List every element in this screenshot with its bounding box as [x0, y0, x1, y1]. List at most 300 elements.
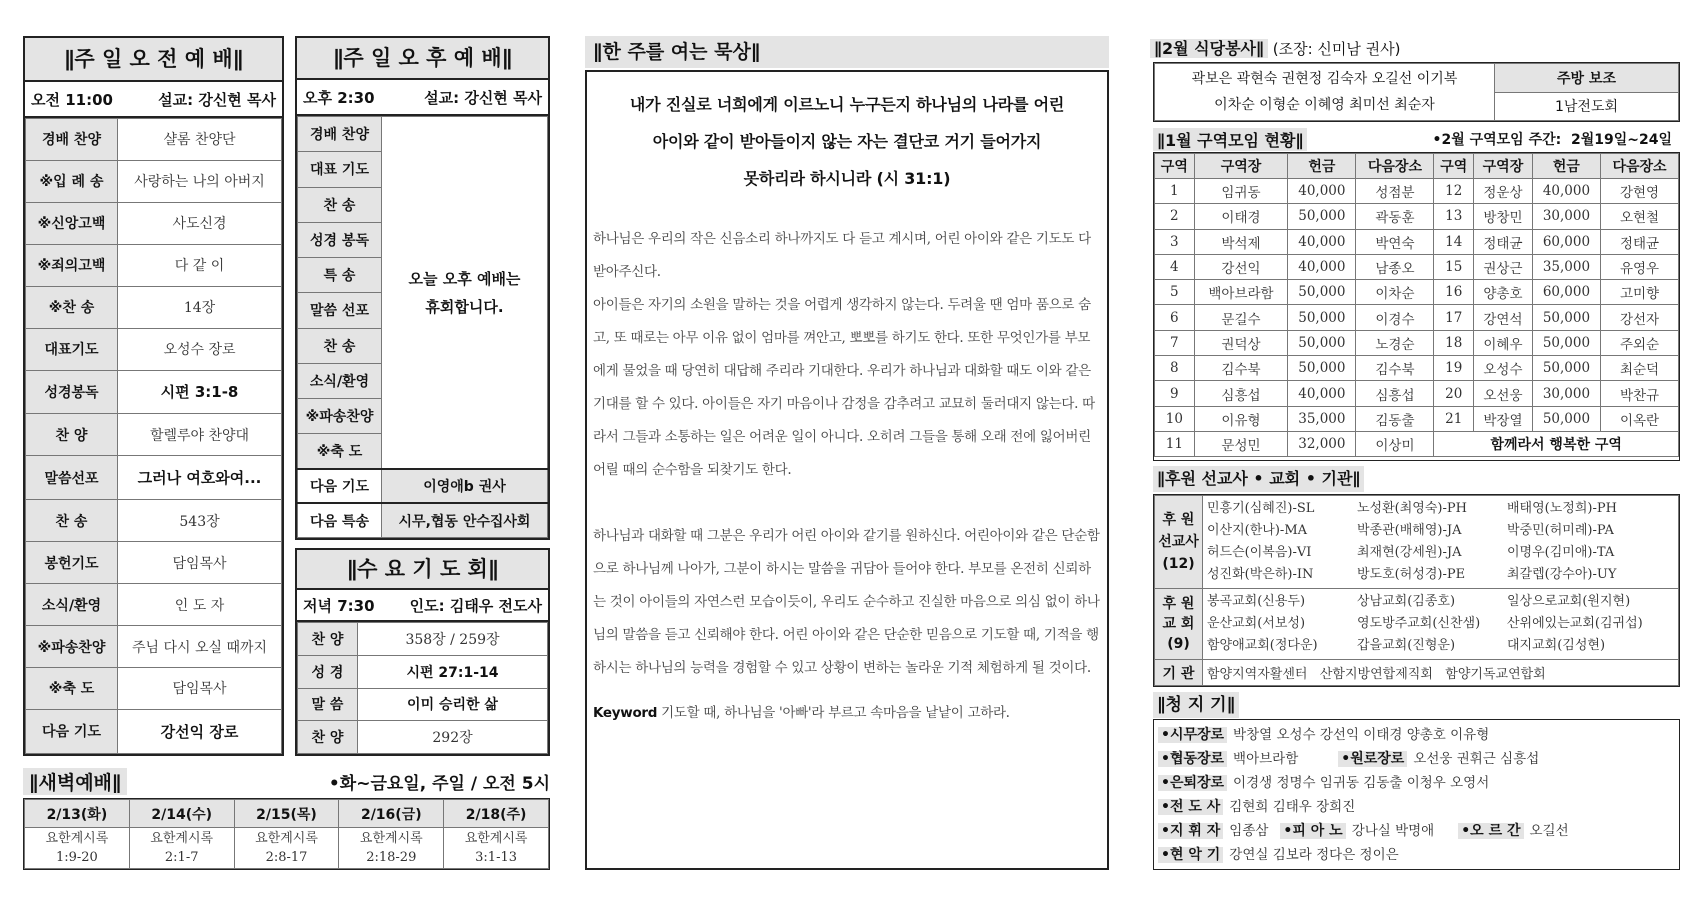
volunteer-names: 강연실 김보라 정다은 정이은	[1229, 847, 1399, 863]
district-cell: 40,000	[1288, 229, 1356, 254]
district-cell: 10	[1155, 406, 1195, 431]
district-cell: 13	[1434, 204, 1474, 229]
meditation-para-2: 아이들은 자기의 소원을 말하는 것을 어렵게 생각하지 않는다. 두려울 땐 엄마 품으로 숨고, 또 때로는 아무 이유 없이 엄마를 껴안고, 뽀뽀를 하기도 한다. 또한 무엇인가를 부모에게 물었을 때 당연히 대답해 주리라 기대한다. 우리가 하나님과 대화할 때도 이와 같은 기대를 할 수 있다. 아이들은 자기 마음이나 감정을 감추려고 교묘히 둘러대지 않는다. 따라서 그들과 소통하는 일은 어려운 일이 아니다. 오히려 그들을 통해 오래 전에 잃어버린 어릴 때의 순수함을 되찾기도 한다.	[593, 297, 1095, 478]
volunteers-list	[1158, 723, 1675, 867]
district-cell: 문길수	[1194, 305, 1288, 330]
missionary-label	[1155, 496, 1203, 589]
wednesday-row-label: 성 경	[298, 655, 358, 688]
district-header-cell: 헌금	[1288, 154, 1356, 179]
volunteer-names: 오선웅 권휘근 심흥섭	[1413, 751, 1540, 767]
wednesday-row	[298, 655, 548, 688]
morning-row-value: 인 도 자	[118, 584, 282, 626]
morning-preacher: 설교: 강신현 목사	[158, 90, 276, 109]
district-cell: 40,000	[1288, 179, 1356, 204]
morning-row-label: ※신앙고백	[26, 202, 118, 244]
morning-order-table	[25, 118, 282, 754]
morning-row-value: 사도신경	[118, 202, 282, 244]
wednesday-meta	[297, 590, 548, 622]
morning-row-label: 찬 송	[26, 500, 118, 542]
district-header-cell: 다음장소	[1356, 154, 1434, 179]
cafeteria-names	[1155, 64, 1495, 121]
district-cell: 이경수	[1356, 305, 1434, 330]
dawn-title: ∥새벽예배∥	[23, 768, 127, 795]
district-host-date: 2월19일~24일	[1570, 132, 1672, 148]
volunteer-row	[1158, 819, 1675, 843]
district-cell: 권덕상	[1194, 330, 1288, 355]
morning-row-label: 다음 기도	[26, 709, 118, 753]
district-cell: 30,000	[1532, 381, 1600, 406]
wednesday-row	[298, 623, 548, 656]
district-cell: 강현영	[1601, 179, 1679, 204]
district-cell: 50,000	[1288, 356, 1356, 381]
wednesday-order-table	[297, 622, 548, 754]
afternoon-row-label: 특 송	[298, 258, 382, 293]
wednesday-row-label: 말 씀	[298, 688, 358, 721]
support-entry: 민흥기(심혜진)-SL	[1207, 501, 1315, 517]
district-cell: 이차순	[1356, 280, 1434, 305]
dawn-book: 요한계시록	[359, 831, 423, 846]
support-entry: 이명우(김미애)-TA	[1507, 545, 1615, 561]
district-cell: 60,000	[1532, 229, 1600, 254]
district-cell: 40,000	[1288, 254, 1356, 279]
morning-row-value: 주님 다시 오실 때까지	[118, 626, 282, 668]
morning-row-value: 다 같 이	[118, 244, 282, 286]
support-entry: 산위에있는교회(김귀섭)	[1507, 616, 1643, 632]
support-entry: 함양애교회(정다운)	[1207, 638, 1318, 654]
dawn-verse: 2:8-17	[265, 850, 308, 865]
district-cell: 6	[1155, 305, 1195, 330]
cafeteria-table	[1154, 63, 1679, 121]
support-entry: 성진화(박은하)-IN	[1207, 567, 1314, 583]
volunteer-role: •전 도 사	[1158, 799, 1223, 815]
support-line	[1207, 635, 1674, 657]
verse-line-2: 아이와 같이 받아들이지 않는 자는 결단코 거기 들어가지	[652, 132, 1042, 151]
cafeteria-line-1: 곽보은 곽현숙 권현정 김숙자 오길선 이기복	[1191, 71, 1458, 87]
volunteer-names: 백아브라함	[1233, 751, 1299, 767]
morning-row-label: 성경봉독	[26, 370, 118, 414]
support-line	[1207, 542, 1674, 564]
afternoon-next-value: 시무,협동 안수집사회	[382, 503, 548, 537]
volunteer-names: 임종삼	[1229, 823, 1269, 839]
district-cell: 양총호	[1474, 280, 1533, 305]
dawn-verse: 2:18-29	[366, 850, 417, 865]
volunteers-box	[1153, 719, 1680, 870]
wednesday-time: 저녁 7:30	[303, 596, 375, 615]
district-cell: 오현철	[1601, 204, 1679, 229]
verse-line-1: 내가 진실로 너희에게 이르노니 누구든지 하나님의 나라를 어린	[629, 95, 1065, 114]
meditation-para-3: 하나님과 대화할 때 그분은 우리가 어린 아이와 같기를 원하신다. 어린아이와 같은 단순함으로 하나님께 나아가, 그분이 하시는 말씀을 귀담아 들어야 한다. 부모를 온전히 신뢰하는 것이 아이들의 자연스런 모습이듯이, 우리도 순수하고 진실한 마음으로 의심 없이 하나님의 말씀을 듣고 신뢰해야 한다. 어린 아이와 같은 단순한 믿음으로 기도할 때, 기적을 행하시는 하나님의 능력을 경험할 수 있고 상황이 변하는 놀라운 기적 체험하게 될 것이다.	[593, 528, 1100, 676]
kitchen-assist-label: 주방 보조	[1495, 64, 1679, 93]
morning-row-label: ※입 례 송	[26, 160, 118, 202]
dawn-date: 2/16(금)	[339, 800, 444, 828]
afternoon-row-label: 찬 송	[298, 328, 382, 363]
district-host-note	[1433, 129, 1680, 149]
dawn-verse: 1:9-20	[55, 850, 98, 865]
morning-time: 오전 11:00	[31, 90, 113, 109]
morning-row	[26, 202, 282, 244]
volunteer-names: 오길선	[1529, 823, 1569, 839]
dawn-reading	[444, 828, 549, 869]
district-cell: 2	[1155, 204, 1195, 229]
missionary-label-3: (12)	[1162, 556, 1195, 573]
support-line	[1207, 520, 1674, 542]
morning-row-label: ※파송찬양	[26, 626, 118, 668]
district-cell: 심흥섭	[1194, 381, 1288, 406]
afternoon-row-label: 말씀 선포	[298, 293, 382, 328]
cafeteria-line-2: 이차순 이형순 이혜영 최미선 최순자	[1214, 97, 1435, 113]
district-cell: 60,000	[1532, 280, 1600, 305]
district-table	[1154, 153, 1679, 457]
afternoon-time: 오후 2:30	[303, 88, 375, 107]
kitchen-assist-value: 1남전도회	[1495, 92, 1679, 121]
morning-row-label: 찬 양	[26, 414, 118, 456]
support-entry: 대지교회(김성현)	[1507, 638, 1606, 654]
district-cell: 8	[1155, 356, 1195, 381]
afternoon-next-label: 다음 특송	[298, 503, 382, 537]
district-row	[1155, 305, 1679, 330]
district-cell: 성점분	[1356, 179, 1434, 204]
district-cell: 21	[1434, 406, 1474, 431]
district-row	[1155, 330, 1679, 355]
district-cell: 12	[1434, 179, 1474, 204]
district-cell: 40,000	[1532, 179, 1600, 204]
district-header-cell: 구역	[1434, 154, 1474, 179]
morning-row-label: 봉헌기도	[26, 542, 118, 584]
morning-row-value: 시편 3:1-8	[118, 370, 282, 414]
district-cell: 50,000	[1532, 356, 1600, 381]
district-row	[1155, 356, 1679, 381]
morning-row	[26, 119, 282, 161]
morning-row	[26, 414, 282, 456]
dawn-table	[24, 799, 549, 869]
afternoon-notice	[382, 117, 548, 470]
support-line	[1207, 591, 1674, 613]
district-cell: 김동출	[1356, 406, 1434, 431]
volunteer-names: 강나실 박명애	[1351, 823, 1435, 839]
morning-row-value: 강선익 장로	[118, 709, 282, 753]
volunteer-role: •지 휘 자	[1158, 823, 1223, 839]
dawn-reading	[339, 828, 444, 869]
church-label-2: 교 회	[1162, 616, 1195, 633]
district-cell: 심흥섭	[1356, 381, 1434, 406]
afternoon-preacher: 설교: 강신현 목사	[424, 88, 542, 107]
district-header-cell: 구역장	[1474, 154, 1533, 179]
district-cell: 김수북	[1194, 356, 1288, 381]
district-box	[1153, 152, 1680, 461]
meditation-para-1: 하나님은 우리의 작은 신음소리 하나까지도 다 듣고 계시며, 어린 아이와 같은 기도도 다 받아주신다.	[593, 231, 1091, 280]
district-cell: 9	[1155, 381, 1195, 406]
district-cell: 정태균	[1601, 229, 1679, 254]
org-list: 함양지역자활센터 산함지방연합제직회 함양기독교연합회	[1203, 660, 1679, 686]
district-header-cell: 다음장소	[1601, 154, 1679, 179]
support-entry: 최재현(강세원)-JA	[1357, 545, 1462, 561]
district-row	[1155, 179, 1679, 204]
dawn-date: 2/13(화)	[25, 800, 130, 828]
district-row	[1155, 254, 1679, 279]
volunteers-header: ∥청 지 기∥	[1153, 692, 1239, 718]
district-cell: 박연숙	[1356, 229, 1434, 254]
district-cell: 50,000	[1532, 305, 1600, 330]
volunteer-role: •오 르 간	[1458, 823, 1523, 839]
district-cell: 정태균	[1474, 229, 1533, 254]
wednesday-row-label: 찬 양	[298, 623, 358, 656]
dawn-book: 요한계시록	[464, 831, 528, 846]
morning-row-label: 대표기도	[26, 328, 118, 370]
wednesday-leader: 인도: 김태우 전도사	[409, 596, 542, 615]
wednesday-row-value: 시편 27:1-14	[358, 655, 548, 688]
district-cell: 40,000	[1288, 381, 1356, 406]
district-header-cell: 구역장	[1194, 154, 1288, 179]
morning-row	[26, 626, 282, 668]
dawn-verse: 2:1-7	[164, 850, 199, 865]
district-cell: 고미향	[1601, 280, 1679, 305]
district-cell: 16	[1434, 280, 1474, 305]
district-cell: 오성수	[1474, 356, 1533, 381]
district-cell: 19	[1434, 356, 1474, 381]
district-cell: 17	[1434, 305, 1474, 330]
district-cell: 이유형	[1194, 406, 1288, 431]
volunteer-names: 김현희 김태우 장희진	[1229, 799, 1356, 815]
afternoon-service-box	[295, 36, 550, 540]
morning-row-label: ※죄의고백	[26, 244, 118, 286]
district-cell: 20	[1434, 381, 1474, 406]
support-entry: 방도호(허성경)-PE	[1357, 567, 1466, 583]
district-cell: 11	[1155, 431, 1195, 456]
dawn-date: 2/15(목)	[234, 800, 339, 828]
church-label	[1155, 589, 1203, 660]
district-cell: 이혜우	[1474, 330, 1533, 355]
district-cell: 4	[1155, 254, 1195, 279]
district-cell: 1	[1155, 179, 1195, 204]
morning-row-value: 샬롬 찬양단	[118, 119, 282, 161]
volunteer-role: •협동장로	[1158, 751, 1227, 767]
district-header-cell: 구역	[1155, 154, 1195, 179]
morning-row	[26, 542, 282, 584]
district-cell: 32,000	[1288, 431, 1356, 456]
district-host-note-label: •2월 구역모임 주간:	[1432, 132, 1562, 148]
district-cell: 남종오	[1356, 254, 1434, 279]
district-cell: 백아브라함	[1194, 280, 1288, 305]
afternoon-service-title: ∥주 일 오 후 예 배∥	[297, 38, 548, 80]
support-entry: 허드슨(이복음)-VI	[1207, 545, 1312, 561]
morning-row	[26, 244, 282, 286]
support-line	[1207, 498, 1674, 520]
afternoon-next-row	[298, 503, 548, 537]
keyword-label: Keyword	[593, 705, 658, 721]
morning-row-value: 할렐루야 찬양대	[118, 414, 282, 456]
morning-row-value: 14장	[118, 286, 282, 328]
morning-row	[26, 286, 282, 328]
dawn-schedule: •화~금요일, 주일 / 오전 5시	[328, 773, 550, 794]
morning-row-value: 543장	[118, 500, 282, 542]
afternoon-row-label: 경배 찬양	[298, 117, 382, 152]
dawn-verse: 3:1-13	[475, 850, 518, 865]
district-cell: 박장열	[1474, 406, 1533, 431]
afternoon-row-label: 성경 봉독	[298, 222, 382, 257]
district-cell: 3	[1155, 229, 1195, 254]
morning-row	[26, 667, 282, 709]
org-label: 기 관	[1155, 660, 1203, 686]
wednesday-row	[298, 688, 548, 721]
district-cell: 50,000	[1288, 305, 1356, 330]
church-label-1: 후 원	[1162, 596, 1195, 613]
district-cell: 노경순	[1356, 330, 1434, 355]
volunteer-role: •원로장로	[1338, 751, 1407, 767]
morning-row-label: ※찬 송	[26, 286, 118, 328]
district-cell: 35,000	[1532, 254, 1600, 279]
support-entry: 최갈렙(강수아)-UY	[1507, 567, 1617, 583]
volunteer-row	[1158, 795, 1675, 819]
dawn-date: 2/18(주)	[444, 800, 549, 828]
support-entry: 배태영(노정희)-PH	[1507, 501, 1617, 517]
afternoon-notice-line-1: 오늘 오후 예배는	[408, 269, 521, 288]
morning-row-label: 소식/환영	[26, 584, 118, 626]
morning-row	[26, 584, 282, 626]
district-cell: 50,000	[1532, 330, 1600, 355]
district-cell: 18	[1434, 330, 1474, 355]
cafeteria-box	[1153, 62, 1680, 122]
support-box	[1153, 494, 1680, 687]
morning-row-value: 담임목사	[118, 542, 282, 584]
support-entry: 일상으로교회(원지현)	[1507, 594, 1631, 610]
district-header-cell: 헌금	[1532, 154, 1600, 179]
afternoon-next-label: 다음 기도	[298, 469, 382, 503]
afternoon-row	[298, 117, 548, 152]
support-entry: 박종관(배해영)-JA	[1357, 523, 1462, 539]
district-title: ∥1월 구역모임 현황∥	[1153, 128, 1307, 151]
afternoon-row-label: ※파송찬양	[298, 399, 382, 434]
district-cell: 최순덕	[1601, 356, 1679, 381]
afternoon-row-label: ※축 도	[298, 434, 382, 469]
wednesday-row	[298, 721, 548, 754]
morning-service-title: ∥주 일 오 전 예 배∥	[25, 38, 282, 82]
dawn-box	[23, 798, 550, 870]
afternoon-row-label: 대표 기도	[298, 152, 382, 187]
support-entry: 갑을교회(진형운)	[1357, 638, 1456, 654]
volunteer-role: •시무장로	[1158, 727, 1227, 743]
district-row	[1155, 280, 1679, 305]
support-header: ∥후원 선교사 • 교회 • 기관∥	[1153, 466, 1364, 492]
meditation-box	[585, 70, 1109, 870]
district-cell: 강선자	[1601, 305, 1679, 330]
dawn-date: 2/14(수)	[129, 800, 234, 828]
district-cell: 이태경	[1194, 204, 1288, 229]
district-cell: 이옥란	[1601, 406, 1679, 431]
cafeteria-header	[1150, 36, 1680, 62]
morning-service-meta	[25, 82, 282, 118]
support-line	[1207, 564, 1674, 586]
district-cell: 곽동훈	[1356, 204, 1434, 229]
volunteer-role: •현 악 기	[1158, 847, 1223, 863]
support-entry: 영도방주교회(신찬샘)	[1357, 616, 1481, 632]
district-cell: 50,000	[1532, 406, 1600, 431]
district-cell: 박찬규	[1601, 381, 1679, 406]
district-row	[1155, 431, 1679, 456]
morning-row-value: 사랑하는 나의 아버지	[118, 160, 282, 202]
district-cell: 방창민	[1474, 204, 1533, 229]
district-cell: 50,000	[1288, 204, 1356, 229]
morning-row	[26, 328, 282, 370]
volunteer-row	[1158, 843, 1675, 867]
support-entry: 상남교회(김종호)	[1357, 594, 1456, 610]
district-cell: 14	[1434, 229, 1474, 254]
morning-row-label: ※축 도	[26, 667, 118, 709]
district-cell: 박석제	[1194, 229, 1288, 254]
district-row	[1155, 381, 1679, 406]
support-entry: 봉곡교회(신용두)	[1207, 594, 1306, 610]
district-cell: 권상근	[1474, 254, 1533, 279]
district-row	[1155, 229, 1679, 254]
meditation-keyword	[593, 697, 1101, 730]
keyword-text: 기도할 때, 하나님을 '아빠'라 부르고 속마음을 낱낱이 고하라.	[657, 705, 1010, 721]
volunteer-names: 박창열 오성수 강선익 이태경 양총호 이유형	[1233, 727, 1490, 743]
afternoon-row-label: 찬 송	[298, 187, 382, 222]
cafeteria-leader: (조장: 신미남 권사)	[1272, 40, 1401, 58]
verse-line-3: 못하리라 하시니라 (시 31:1)	[743, 169, 951, 188]
morning-row	[26, 160, 282, 202]
district-cell: 7	[1155, 330, 1195, 355]
district-cell: 주외순	[1601, 330, 1679, 355]
volunteer-row	[1158, 771, 1675, 795]
afternoon-next-row	[298, 469, 548, 503]
wednesday-box	[295, 548, 550, 756]
wednesday-row-value: 358장 / 259장	[358, 623, 548, 656]
cafeteria-title: ∥2월 식당봉사∥	[1150, 39, 1268, 58]
wednesday-row-value: 이미 승리한 삶	[358, 688, 548, 721]
morning-row	[26, 370, 282, 414]
morning-row-value: 담임목사	[118, 667, 282, 709]
church-list	[1203, 589, 1679, 660]
district-cell: 35,000	[1288, 406, 1356, 431]
district-cell: 이상미	[1356, 431, 1434, 456]
support-entry: 운산교회(서보성)	[1207, 616, 1306, 632]
volunteer-names: 이경생 정명수 임귀동 김동출 이청우 오영서	[1233, 775, 1490, 791]
morning-row	[26, 456, 282, 500]
missionary-list	[1203, 496, 1679, 589]
support-table	[1154, 495, 1679, 686]
dawn-book: 요한계시록	[255, 831, 318, 846]
dawn-reading	[129, 828, 234, 869]
morning-row-value: 오성수 장로	[118, 328, 282, 370]
wednesday-row-value: 292장	[358, 721, 548, 754]
missionary-label-2: 선교사	[1158, 534, 1199, 551]
dawn-book: 요한계시록	[45, 831, 109, 846]
district-cell: 50,000	[1288, 330, 1356, 355]
meditation-header: ∥한 주를 여는 묵상∥	[585, 36, 1109, 68]
afternoon-service-meta	[297, 80, 548, 116]
morning-row	[26, 709, 282, 753]
volunteer-row	[1158, 723, 1675, 747]
afternoon-row-label: 소식/환영	[298, 363, 382, 398]
district-cell: 임귀동	[1194, 179, 1288, 204]
volunteer-row	[1158, 747, 1675, 771]
volunteer-role: •피 아 노	[1280, 823, 1345, 839]
afternoon-next-value: 이영애b 권사	[382, 469, 548, 503]
district-cell: 강연석	[1474, 305, 1533, 330]
dawn-reading	[234, 828, 339, 869]
district-row	[1155, 406, 1679, 431]
morning-service-box	[23, 36, 284, 756]
morning-row-label: 경배 찬양	[26, 119, 118, 161]
dawn-reading	[25, 828, 130, 869]
district-cell: 김수북	[1356, 356, 1434, 381]
district-cell: 50,000	[1288, 280, 1356, 305]
support-entry: 박중민(허미례)-PA	[1507, 523, 1614, 539]
district-cell: 5	[1155, 280, 1195, 305]
district-cell: 유영우	[1601, 254, 1679, 279]
morning-row-value: 그러나 여호와여...	[118, 456, 282, 500]
afternoon-order-table	[297, 116, 548, 538]
